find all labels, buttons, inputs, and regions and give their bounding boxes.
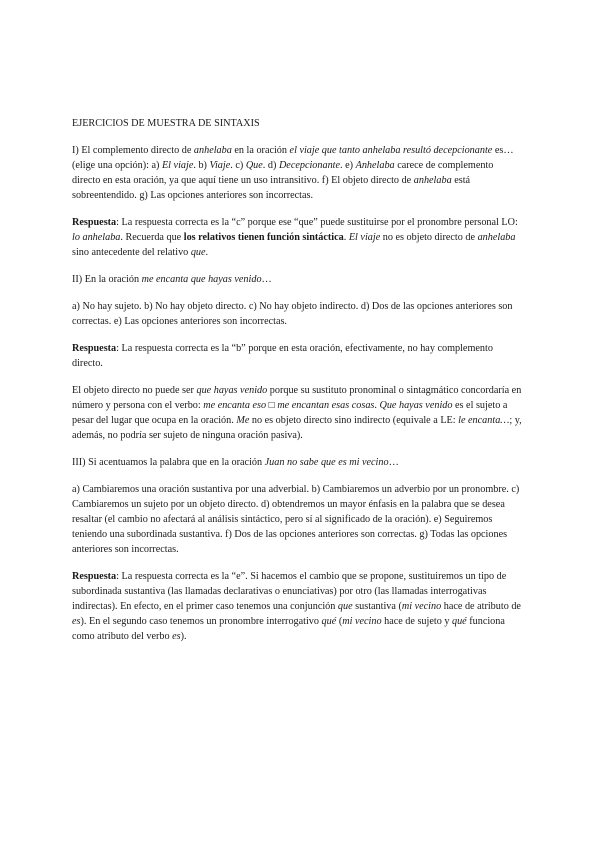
answer-2: Respuesta: La respuesta correcta es la “b” porque en esta oración, efectivamente, no hay complemento directo. xyxy=(72,343,493,369)
question-2-options: a) No hay sujeto. b) No hay objeto directo. c) No hay objeto indirecto. d) Dos de las opciones anteriores son correctas. e) Las opciones anteriores son incorrectas. xyxy=(72,301,513,327)
answer-3: Respuesta: La respuesta correcta es la “e”. Si hacemos el cambio que se propone, sustituiremos un tipo de subordinada sustantiva (las llamadas declarativas o enunciativas) por otro (las llamadas interrogativas indirectas). En efecto, en el primer caso tenemos una conjunción que sustantiva (mi vecino hace de atributo de es). En el segundo caso tenemos un pronombre interrogativo qué (mi vecino hace de sujeto y qué funciona como atributo del verbo es). xyxy=(72,571,521,642)
missing-glyph-symbol: □ xyxy=(268,400,275,411)
question-1: I) El complemento directo de anhelaba en la oración el viaje que tanto anhelaba resultó decepcionante es… (elige una opción): a) El viaje. b) Viaje. c) Que. d) Decepcionante. e) Anhelaba carece de complemento directo en esta oración, ya que aquí tiene un uso intransitivo. f) El objeto directo de anhelaba está sobreentendido. g) Las opciones anteriores son incorrectas. xyxy=(72,145,514,201)
answer-2-explanation: El objeto directo no puede ser que hayas venido porque su sustituto pronominal o sintagmático concordaría en número y persona con el verbo: me encanta eso □ me encantan esas cosas. Que hayas venido es el sujeto a pesar del lugar que ocupa en la oración. Me no es objeto directo sino indirecto (equivale a LE: le encanta…; y, además, no podría ser sujeto de ninguna oración pasiva). xyxy=(72,385,522,441)
question-2: II) En la oración me encanta que hayas venido… xyxy=(72,274,272,285)
document-page xyxy=(72,116,522,656)
question-3-options: a) Cambiaremos una oración sustantiva por una adverbial. b) Cambiaremos un adverbio por un pronombre. c) Cambiaremos un sujeto por un objeto directo. d) obtendremos un mayor énfasis en la palabra que se desea resaltar (el cambio no afectará al análisis sintáctico, pero sí al significado de la oración). e) Seguiremos teniendo una subordinada sustantiva. f) Dos de las opciones anteriores son correctas. g) Todas las opciones anteriores son incorrectas. xyxy=(72,484,520,555)
question-3: III) Si acentuamos la palabra que en la oración Juan no sabe que es mi vecino… xyxy=(72,457,399,468)
answer-1: Respuesta: La respuesta correcta es la “c” porque ese “que” puede sustituirse por el pronombre personal LO: lo anhelaba. Recuerda que los relativos tienen función sintáctica. El viaje no es objeto directo de anhelaba sino antecedente del relativo que. xyxy=(72,217,518,258)
document-title: EJERCICIOS DE MUESTRA DE SINTAXIS xyxy=(72,118,260,129)
